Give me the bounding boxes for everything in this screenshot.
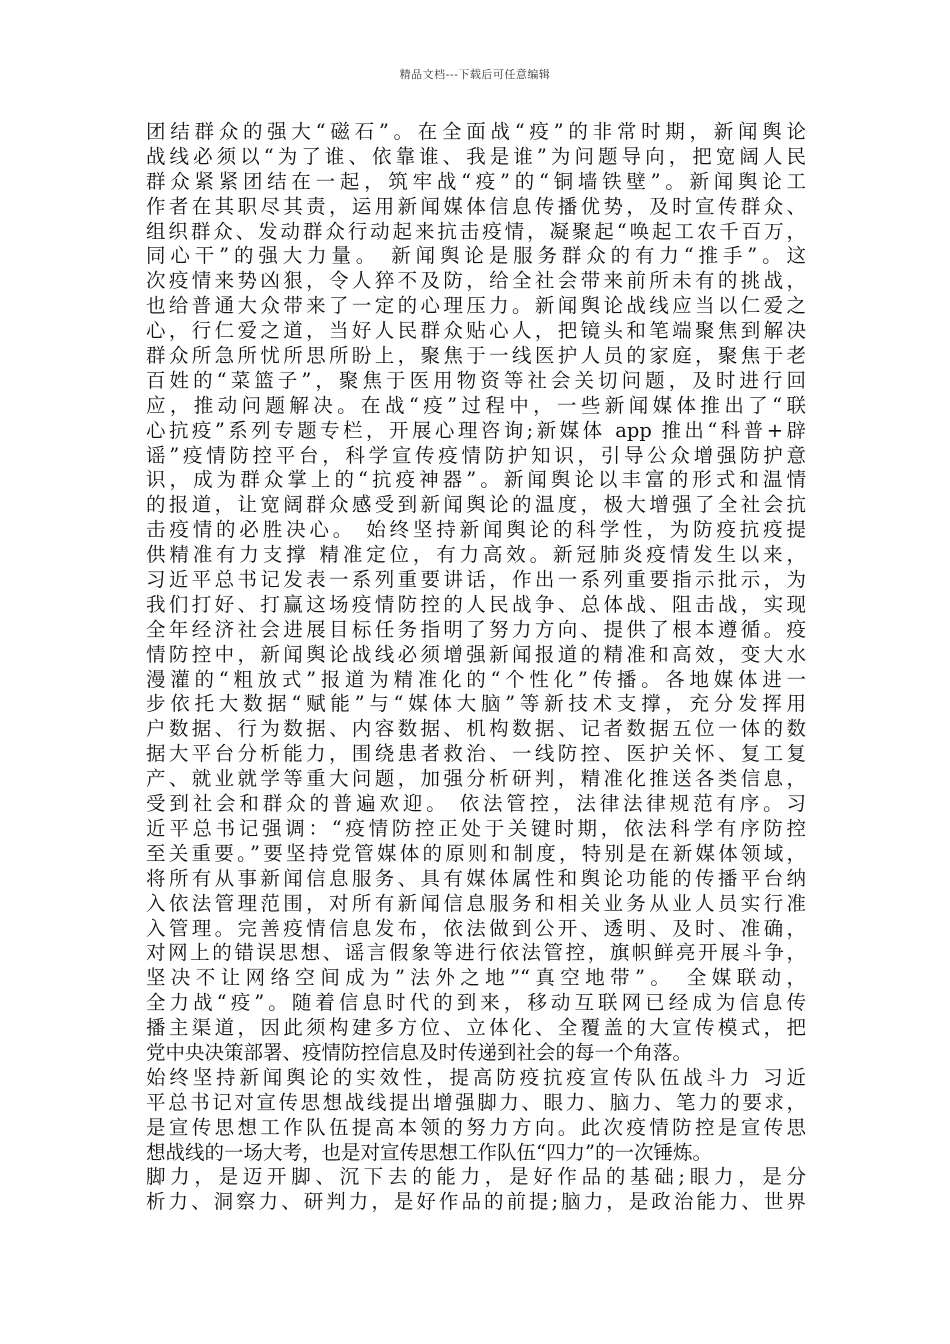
- text-line: 心，行仁爱之道，当好人民群众贴心人，把镜头和笔端聚焦到解决: [146, 319, 806, 343]
- text-line: 平总书记对宣传思想战线提出增强脚力、眼力、脑力、笔力的要求，: [146, 1090, 806, 1114]
- text-line: 习近平总书记发表一系列重要讲话，作出一系列重要指示批示，为: [146, 568, 806, 592]
- text-line: 我们打好、打赢这场疫情防控的人民战争、总体战、阻击战，实现: [146, 592, 806, 616]
- text-line: 全力战“疫”。随着信息时代的到来，移动互联网已经成为信息传: [146, 991, 806, 1015]
- text-line: 将所有从事新闻信息服务、具有媒体属性和舆论功能的传播平台纳: [146, 866, 806, 890]
- text-line: 是宣传思想工作队伍提高本领的努力方向。此次疫情防控是宣传思: [146, 1115, 806, 1139]
- text-line: 户数据、行为数据、内容数据、机构数据、记者数据五位一体的数: [146, 717, 806, 741]
- text-line: 同心干”的强大力量。 新闻舆论是服务群众的有力“推手”。这: [146, 244, 806, 268]
- text-line: 始终坚持新闻舆论的实效性，提高防疫抗疫宣传队伍战斗力 习近: [146, 1065, 806, 1089]
- text-line: 坚决不让网络空间成为”法外之地”“真空地带”。 全媒联动，: [146, 966, 806, 990]
- text-line: 受到社会和群众的普遍欢迎。 依法管控，法律法律规范有序。习: [146, 792, 806, 816]
- text-line: 识，成为群众掌上的“抗疫神器”。新闻舆论以丰富的形式和温情: [146, 468, 806, 492]
- text-line: 入管理。完善疫情信息发布，依法做到公开、透明、及时、准确，: [146, 916, 806, 940]
- text-line: 次疫情来势凶狠，令人猝不及防，给全社会带来前所未有的挑战，: [146, 269, 806, 293]
- text-line: 入依法管理范围，对所有新闻信息服务和相关业务从业人员实行准: [146, 891, 806, 915]
- text-line: 的报道，让宽阔群众感受到新闻舆论的温度，极大增强了全社会抗: [146, 493, 806, 517]
- text-line: 近平总书记强调：“疫情防控正处于关键时期，依法科学有序防控: [146, 816, 806, 840]
- text-line: 群众所急所忧所思所盼上，聚焦于一线医护人员的家庭，聚焦于老: [146, 344, 806, 368]
- text-line: 想战线的一场大考，也是对宣传思想工作队伍“四力”的一次锤炼。: [146, 1140, 712, 1164]
- document-body: [146, 120, 806, 1215]
- text-line: 击疫情的必胜决心。 始终坚持新闻舆论的科学性，为防疫抗疫提: [146, 518, 806, 542]
- text-line: 脚力，是迈开脚、沉下去的能力，是好作品的基础;眼力，是分: [146, 1165, 806, 1189]
- text-line: 也给普通大众带来了一定的心理压力。新闻舆论战线应当以仁爱之: [146, 294, 806, 318]
- text-line: 应，推动问题解决。在战“疫”过程中，一些新闻媒体推出了“联: [146, 393, 806, 417]
- text-line: 情防控中，新闻舆论战线必须增强新闻报道的精准和高效，变大水: [146, 642, 806, 666]
- text-line: 战线必须以“为了谁、依靠谁、我是谁”为问题导向，把宽阔人民: [146, 144, 806, 168]
- text-line: 至关重要。”要坚持党管媒体的原则和制度，特别是在新媒体领域，: [146, 841, 806, 865]
- text-line: 播主渠道，因此须构建多方位、立体化、全覆盖的大宣传模式，把: [146, 1016, 806, 1040]
- text-line: 步依托大数据“赋能”与“媒体大脑”等新技术支撑，充分发挥用: [146, 692, 806, 716]
- text-line: 谣”疫情防控平台，科学宣传疫情防护知识，引导公众增强防护意: [146, 443, 806, 467]
- text-line: 据大平台分析能力，围绕患者救治、一线防控、医护关怀、复工复: [146, 742, 806, 766]
- header-note: 精品文档---下载后可任意编辑: [399, 68, 551, 81]
- text-line: 党中央决策部署、疫情防控信息及时传递到社会的每一个角落。: [146, 1040, 693, 1064]
- text-line: 组织群众、发动群众行动起来抗击疫情，凝聚起“唤起工农千百万，: [146, 219, 806, 243]
- text-line: 百姓的“菜篮子”，聚焦于医用物资等社会关切问题，及时进行回: [146, 368, 806, 392]
- text-line: 心抗疫”系列专题专栏，开展心理咨询;新媒体 app 推出“科普+辟: [146, 418, 806, 442]
- text-line: 群众紧紧团结在一起，筑牢战“疫”的“铜墙铁壁”。新闻舆论工: [146, 169, 806, 193]
- text-line: 对网上的错误思想、谣言假象等进行依法管控，旗帜鲜亮开展斗争，: [146, 941, 806, 965]
- text-line: 产、就业就学等重大问题，加强分析研判，精准化推送各类信息，: [146, 767, 806, 791]
- text-line: 供精准有力支撑 精准定位，有力高效。新冠肺炎疫情发生以来，: [146, 543, 806, 567]
- text-line: 全年经济社会进展目标任务指明了努力方向、提供了根本遵循。疫: [146, 617, 806, 641]
- text-line: 析力、洞察力、研判力，是好作品的前提;脑力，是政治能力、世界: [146, 1190, 806, 1214]
- text-line: 团结群众的强大“磁石”。在全面战“疫”的非常时期，新闻舆论: [146, 120, 806, 143]
- text-line: 漫灌的“粗放式”报道为精准化的“个性化”传播。各地媒体进一: [146, 667, 806, 691]
- text-line: 作者在其职尽其责，运用新闻媒体信息传播优势，及时宣传群众、: [146, 194, 806, 218]
